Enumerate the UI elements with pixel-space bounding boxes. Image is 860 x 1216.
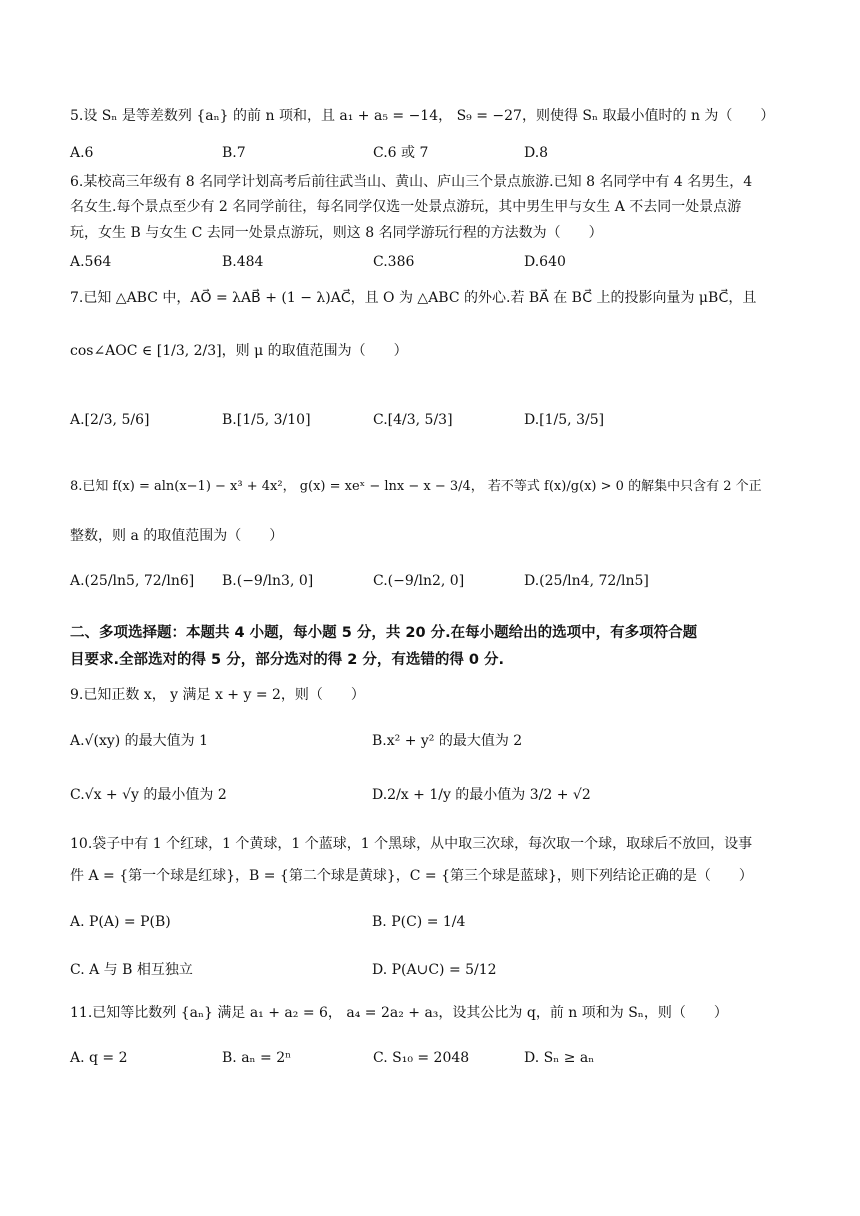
- q8-line-2: 整数，则 a 的取值范围为（ ）: [70, 528, 284, 544]
- q9-option-d: D.2/x + 1/y 的最小值为 3/2 + √2: [372, 787, 591, 803]
- q6-line-1: 6.某校高三年级有 8 名同学计划高考后前往武当山、黄山、庐山三个景点旅游.已知 8 名同学中有 4 名男生，4: [70, 174, 753, 190]
- q6-option-b: B.484: [222, 254, 264, 270]
- q10-option-c: C. A 与 B 相互独立: [70, 962, 193, 978]
- section2-heading-line-2: 目要求.全部选对的得 5 分，部分选对的得 2 分，有选错的得 0 分.: [70, 652, 505, 668]
- q5-option-d: D.8: [524, 145, 549, 161]
- q10-line-2: 件 A = {第一个球是红球}，B = {第二个球是黄球}，C = {第三个球是蓝球}，则下列结论正确的是（ ）: [70, 868, 753, 884]
- q8-line-1: 8.已知 f(x) = aln(x−1) − x³ + 4x²， g(x) = xeˣ − lnx − x − 3/4， 若不等式 f(x)/g(x) > 0 的解集中只含有 2 个正: [70, 479, 762, 494]
- q9-stem: 9.已知正数 x， y 满足 x + y = 2，则（ ）: [70, 687, 365, 703]
- q8-option-d: D.(25/ln4, 72/ln5]: [524, 573, 649, 589]
- q7-option-b: B.[1/5, 3/10]: [222, 412, 311, 428]
- q11-option-b: B. aₙ = 2ⁿ: [222, 1050, 292, 1066]
- q10-line-1: 10.袋子中有 1 个红球，1 个黄球，1 个蓝球，1 个黑球，从中取三次球，每次取一个球，取球后不放回，设事: [70, 836, 753, 852]
- q5-option-b: B.7: [222, 145, 246, 161]
- q6-option-c: C.386: [373, 254, 415, 270]
- q8-option-b: B.(−9/ln3, 0]: [222, 573, 314, 589]
- q11-stem: 11.已知等比数列 {aₙ} 满足 a₁ + a₂ = 6， a₄ = 2a₂ + a₃，设其公比为 q，前 n 项和为 Sₙ，则（ ）: [70, 1005, 728, 1021]
- q11-option-a: A. q = 2: [70, 1050, 128, 1066]
- q7-option-d: D.[1/5, 3/5]: [524, 412, 605, 428]
- section2-heading-line-1: 二、多项选择题：本题共 4 小题，每小题 5 分，共 20 分.在每小题给出的选项中，有多项符合题: [70, 625, 698, 641]
- q5-option-a: A.6: [70, 145, 94, 161]
- q6-line-2: 名女生.每个景点至少有 2 名同学前往，每名同学仅选一处景点游玩，其中男生甲与女生 A 不去同一处景点游: [70, 199, 742, 215]
- q9-option-a: A.√(xy) 的最大值为 1: [70, 733, 209, 749]
- q8-option-a: A.(25/ln5, 72/ln6]: [70, 573, 195, 589]
- q6-option-a: A.564: [70, 254, 112, 270]
- q11-option-d: D. Sₙ ≥ aₙ: [524, 1050, 595, 1066]
- q7-option-c: C.[4/3, 5/3]: [373, 412, 453, 428]
- q6-line-3: 玩，女生 B 与女生 C 去同一处景点游玩，则这 8 名同学游玩行程的方法数为（ ）: [70, 225, 603, 241]
- q10-option-a: A. P(A) = P(B): [70, 914, 171, 930]
- q7-line-1: 7.已知 △ABC 中，AO⃗ = λAB⃗ + (1 − λ)AC⃗，且 O 为 △ABC 的外心.若 BA⃗ 在 BC⃗ 上的投影向量为 μBC⃗，且: [70, 290, 757, 306]
- q7-option-a: A.[2/3, 5/6]: [70, 412, 150, 428]
- q5-option-c: C.6 或 7: [373, 145, 429, 161]
- q9-option-b: B.x² + y² 的最大值为 2: [372, 733, 523, 749]
- q6-option-d: D.640: [524, 254, 566, 270]
- q11-option-c: C. S₁₀ = 2048: [373, 1050, 470, 1066]
- q9-option-c: C.√x + √y 的最小值为 2: [70, 787, 227, 803]
- q8-option-c: C.(−9/ln2, 0]: [373, 573, 465, 589]
- q7-line-2: cos∠AOC ∈ [1/3, 2/3]，则 μ 的取值范围为（ ）: [70, 343, 408, 359]
- q10-option-b: B. P(C) = 1/4: [372, 914, 466, 930]
- q5-stem: 5.设 Sₙ 是等差数列 {aₙ} 的前 n 项和，且 a₁ + a₅ = −14， S₉ = −27，则使得 Sₙ 取最小值时的 n 为（ ）: [70, 108, 775, 124]
- q10-option-d: D. P(A∪C) = 5/12: [372, 962, 497, 978]
